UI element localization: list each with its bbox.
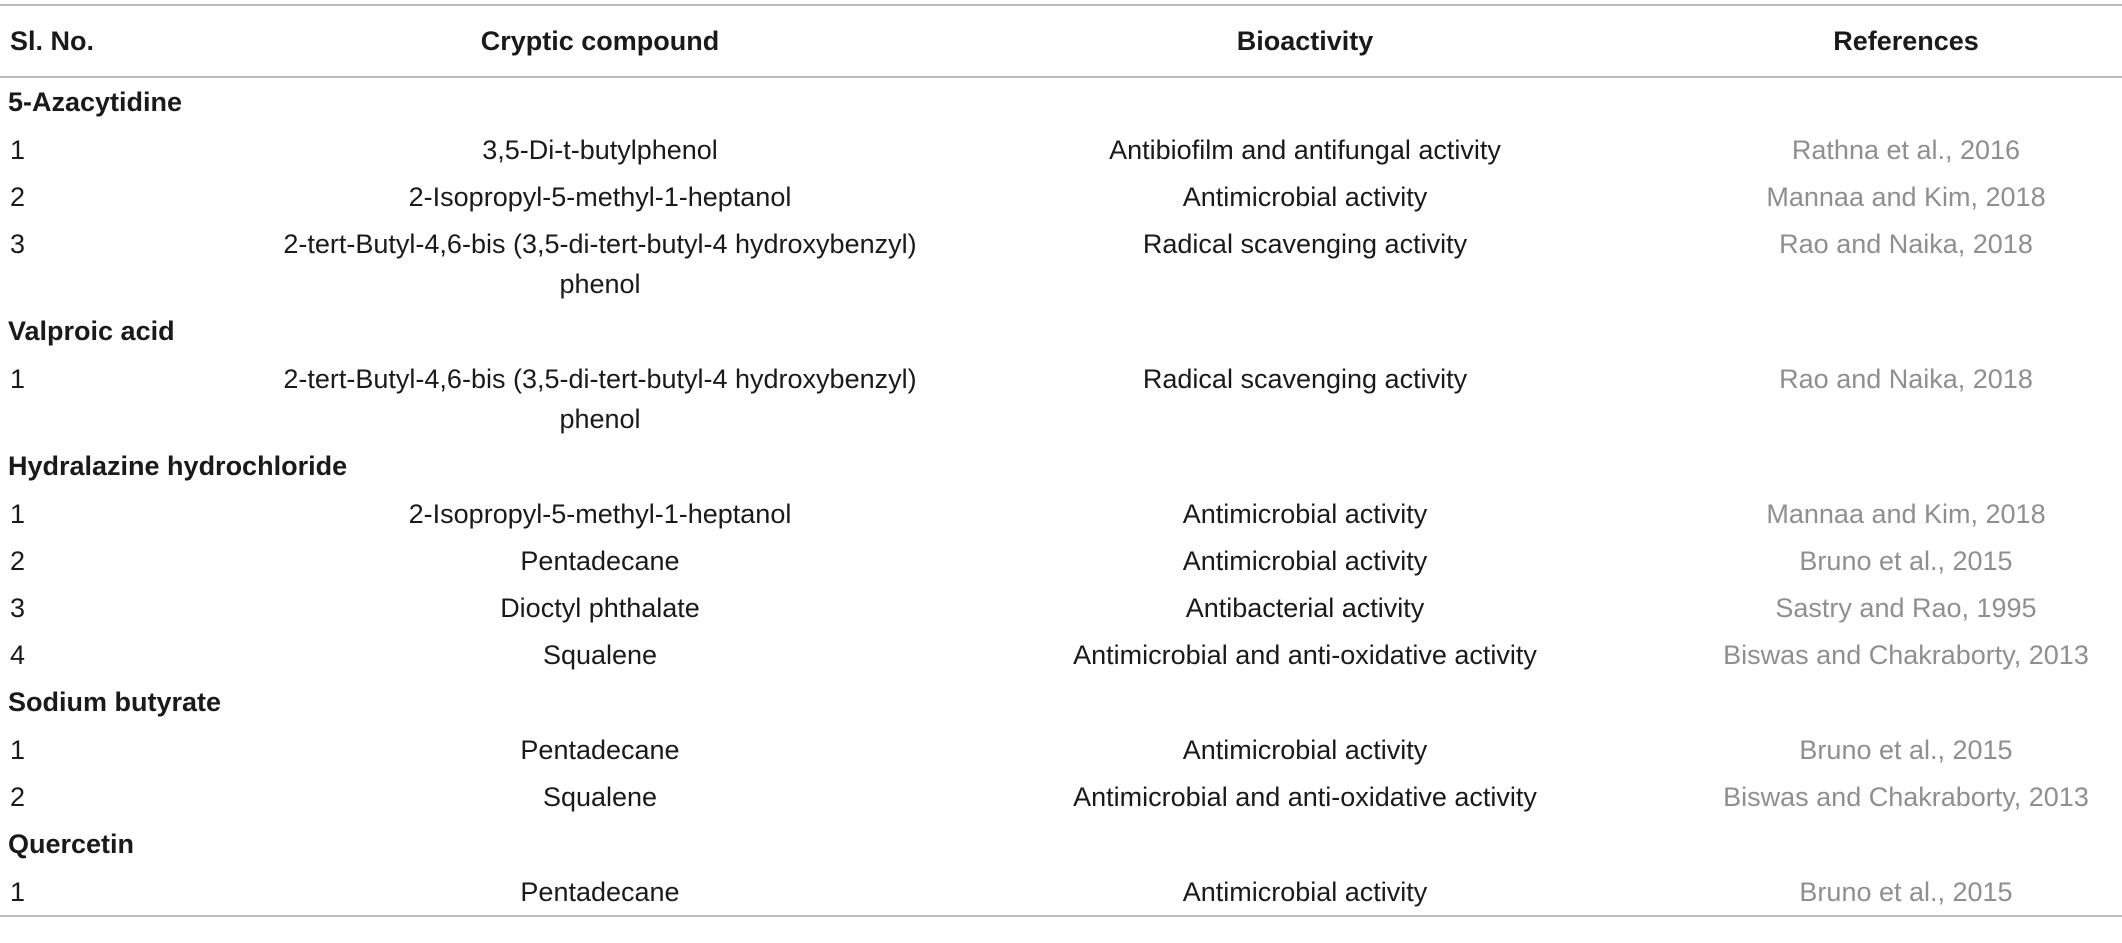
table-row <box>0 490 2122 537</box>
cell-sl-no: 3 <box>10 593 26 623</box>
cell-compound: Dioctyl phthalate <box>500 593 700 623</box>
group-label: 5-Azacytidine <box>8 86 183 117</box>
cell-bioactivity: Antimicrobial activity <box>1182 499 1428 529</box>
cell-reference: Rathna et al., 2016 <box>1791 135 2021 165</box>
group-row <box>0 442 2122 490</box>
group-label: Hydralazine hydrochloride <box>8 450 348 481</box>
cell-bioactivity: Antimicrobial and anti-oxidative activity <box>1073 782 1537 812</box>
cell-reference: Rao and Naika, 2018 <box>1779 364 2033 394</box>
cell-reference: Bruno et al., 2015 <box>1799 546 2013 576</box>
cell-sl-no: 4 <box>10 640 26 670</box>
cell-bioactivity: Antimicrobial and anti-oxidative activity <box>1073 640 1537 670</box>
cell-reference: Biswas and Chakraborty, 2013 <box>1723 782 2089 812</box>
table-header <box>0 5 2122 77</box>
cell-compound: 2-Isopropyl-5-methyl-1-heptanol <box>408 182 792 212</box>
table-row <box>0 355 2122 442</box>
cell-bioactivity: Radical scavenging activity <box>1142 364 1468 394</box>
table-row <box>0 173 2122 220</box>
cell-compound: Pentadecane <box>520 546 680 576</box>
cell-bioactivity: Antimicrobial activity <box>1182 877 1428 907</box>
cell-reference: Bruno et al., 2015 <box>1799 877 2013 907</box>
group-row <box>0 820 2122 868</box>
group-row <box>0 678 2122 726</box>
cell-reference: Rao and Naika, 2018 <box>1779 229 2033 259</box>
cell-compound: 2-tert-Butyl-4,6-bis (3,5-di-tert-butyl-4 hydroxybenzyl) phenol <box>283 229 917 299</box>
table-row <box>0 631 2122 678</box>
header-sl-no: Sl. No. <box>0 5 280 77</box>
cell-compound: 2-tert-Butyl-4,6-bis (3,5-di-tert-butyl-4 hydroxybenzyl) phenol <box>283 364 917 434</box>
cell-compound: Pentadecane <box>520 735 680 765</box>
header-row <box>0 5 2122 77</box>
cell-reference: Mannaa and Kim, 2018 <box>1766 499 2046 529</box>
header-bioactivity: Bioactivity <box>920 5 1690 77</box>
cell-reference: Mannaa and Kim, 2018 <box>1766 182 2046 212</box>
cell-sl-no: 3 <box>10 229 26 259</box>
group-row <box>0 307 2122 355</box>
table-row <box>0 584 2122 631</box>
cell-compound: Squalene <box>542 640 658 670</box>
group-row <box>0 77 2122 126</box>
cell-sl-no: 2 <box>10 182 26 212</box>
cell-reference: Bruno et al., 2015 <box>1799 735 2013 765</box>
cell-compound: 2-Isopropyl-5-methyl-1-heptanol <box>408 499 792 529</box>
cell-bioactivity: Antimicrobial activity <box>1182 546 1428 576</box>
compounds-table <box>0 4 2122 917</box>
group-label: Valproic acid <box>8 315 175 346</box>
cell-bioactivity: Antibiofilm and antifungal activity <box>1109 135 1501 165</box>
cell-bioactivity: Radical scavenging activity <box>1142 229 1468 259</box>
cell-sl-no: 1 <box>10 499 26 529</box>
group-label: Quercetin <box>8 828 135 859</box>
cell-compound: Pentadecane <box>520 877 680 907</box>
cell-compound: 3,5-Di-t-butylphenol <box>482 135 718 165</box>
table-row <box>0 868 2122 916</box>
cell-sl-no: 1 <box>10 735 26 765</box>
table-row <box>0 773 2122 820</box>
group-label: Sodium butyrate <box>8 686 222 717</box>
cell-sl-no: 1 <box>10 877 26 907</box>
table-row <box>0 726 2122 773</box>
cell-sl-no: 1 <box>10 364 26 394</box>
cell-sl-no: 2 <box>10 782 26 812</box>
table-row <box>0 220 2122 307</box>
cell-reference: Biswas and Chakraborty, 2013 <box>1723 640 2089 670</box>
table-row <box>0 537 2122 584</box>
table-row <box>0 126 2122 173</box>
table-body <box>0 77 2122 916</box>
cell-bioactivity: Antimicrobial activity <box>1182 182 1428 212</box>
cell-compound: Squalene <box>542 782 658 812</box>
cell-bioactivity: Antibacterial activity <box>1185 593 1425 623</box>
cell-sl-no: 1 <box>10 135 26 165</box>
cell-reference: Sastry and Rao, 1995 <box>1775 593 2037 623</box>
header-cryptic-compound: Cryptic compound <box>280 5 920 77</box>
cell-bioactivity: Antimicrobial activity <box>1182 735 1428 765</box>
header-references: References <box>1690 5 2122 77</box>
cell-sl-no: 2 <box>10 546 26 576</box>
